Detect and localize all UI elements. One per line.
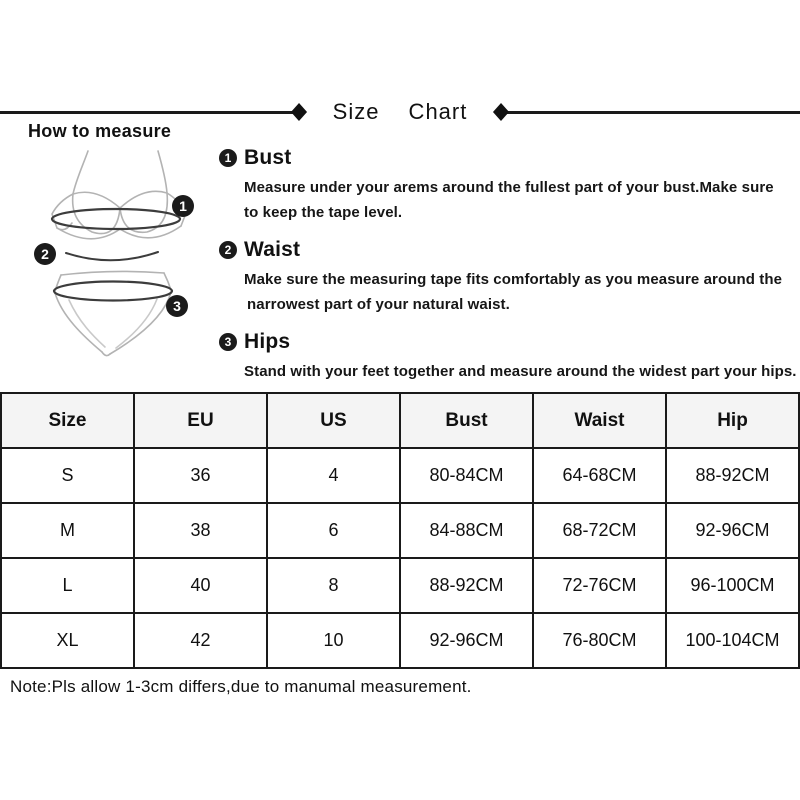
waist-description — [244, 267, 797, 317]
cell-us: 6 — [267, 503, 400, 558]
cell-hip: 96-100CM — [666, 558, 799, 613]
cell-waist: 76-80CM — [533, 613, 666, 668]
hips-heading-row — [219, 328, 797, 355]
cell-hip: 100-104CM — [666, 613, 799, 668]
bikini-diagram — [20, 143, 220, 375]
cell-bust: 88-92CM — [400, 558, 533, 613]
how-to-measure-heading: How to measure — [28, 121, 172, 141]
left-cup-top — [73, 192, 120, 208]
cell-us: 8 — [267, 558, 400, 613]
cell-us: 10 — [267, 613, 400, 668]
measure-instructions — [219, 144, 797, 395]
cell-size: S — [1, 448, 134, 503]
hips-heading: Hips — [244, 329, 291, 353]
cell-hip: 92-96CM — [666, 503, 799, 558]
left-leg-curve — [55, 293, 102, 352]
cell-bust: 84-88CM — [400, 503, 533, 558]
table-row-xl — [1, 613, 799, 668]
header-size: Size — [1, 393, 134, 448]
cell-size: M — [1, 503, 134, 558]
cell-eu: 42 — [134, 613, 267, 668]
table-row-m — [1, 503, 799, 558]
left-strap-line — [73, 151, 88, 194]
size-table-header-row — [1, 393, 799, 448]
measurement-illustration — [20, 143, 220, 375]
page-title: Size Chart — [332, 99, 468, 124]
title-divider-right — [507, 111, 800, 114]
waist-tape-arc — [66, 252, 158, 260]
bust-description — [244, 175, 797, 225]
header-eu: EU — [134, 393, 267, 448]
cell-size: XL — [1, 613, 134, 668]
cell-eu: 36 — [134, 448, 267, 503]
table-row-s — [1, 448, 799, 503]
header-bust: Bust — [400, 393, 533, 448]
section-hips — [219, 328, 797, 384]
right-strap-line — [158, 151, 167, 193]
waistband-top — [61, 271, 164, 275]
size-table-container — [0, 392, 800, 669]
cell-us: 4 — [267, 448, 400, 503]
cell-waist: 72-76CM — [533, 558, 666, 613]
cell-eu: 38 — [134, 503, 267, 558]
waist-marker-number: 2 — [41, 246, 49, 262]
hips-marker-number: 3 — [173, 298, 181, 314]
hips-description-line: Stand with your feet together and measure around the widest part your hips. — [244, 363, 797, 380]
cell-bust: 80-84CM — [400, 448, 533, 503]
crotch-curve — [102, 352, 110, 356]
header-hip: Hip — [666, 393, 799, 448]
header-us: US — [267, 393, 400, 448]
cell-hip: 88-92CM — [666, 448, 799, 503]
waist-number-badge: 2 — [219, 241, 237, 259]
bust-number-badge: 1 — [219, 149, 237, 167]
section-bust — [219, 144, 797, 225]
waist-heading-row — [219, 236, 797, 263]
hip-tape-ellipse — [54, 282, 172, 301]
cell-eu: 40 — [134, 558, 267, 613]
bust-heading-row — [219, 144, 797, 171]
size-table — [0, 392, 800, 669]
cell-waist: 68-72CM — [533, 503, 666, 558]
hips-description — [244, 359, 797, 384]
hips-number-badge: 3 — [219, 333, 237, 351]
waist-description-line: Make sure the measuring tape fits comfortably as you measure around the — [244, 271, 783, 288]
cell-waist: 64-68CM — [533, 448, 666, 503]
inner-contour-left — [69, 300, 105, 347]
bust-marker-number: 1 — [179, 198, 187, 214]
waist-description-line: narrowest part of your natural waist. — [247, 296, 510, 313]
cell-bust: 92-96CM — [400, 613, 533, 668]
diamond-icon-right — [493, 103, 509, 121]
cell-size: L — [1, 558, 134, 613]
bust-description-line: Measure under your arems around the fullest part of your bust.Make sure — [244, 179, 774, 196]
right-cup-top — [120, 191, 167, 208]
bust-heading: Bust — [244, 145, 292, 169]
table-row-l — [1, 558, 799, 613]
section-waist — [219, 236, 797, 317]
waist-heading: Waist — [244, 237, 301, 261]
bust-description-line: to keep the tape level. — [244, 204, 403, 221]
header-waist: Waist — [533, 393, 666, 448]
measurement-note: Note:Pls allow 1-3cm differs,due to manumal measurement. — [10, 677, 472, 696]
bust-tape-ellipse — [52, 209, 180, 229]
title-divider-left — [0, 111, 293, 114]
